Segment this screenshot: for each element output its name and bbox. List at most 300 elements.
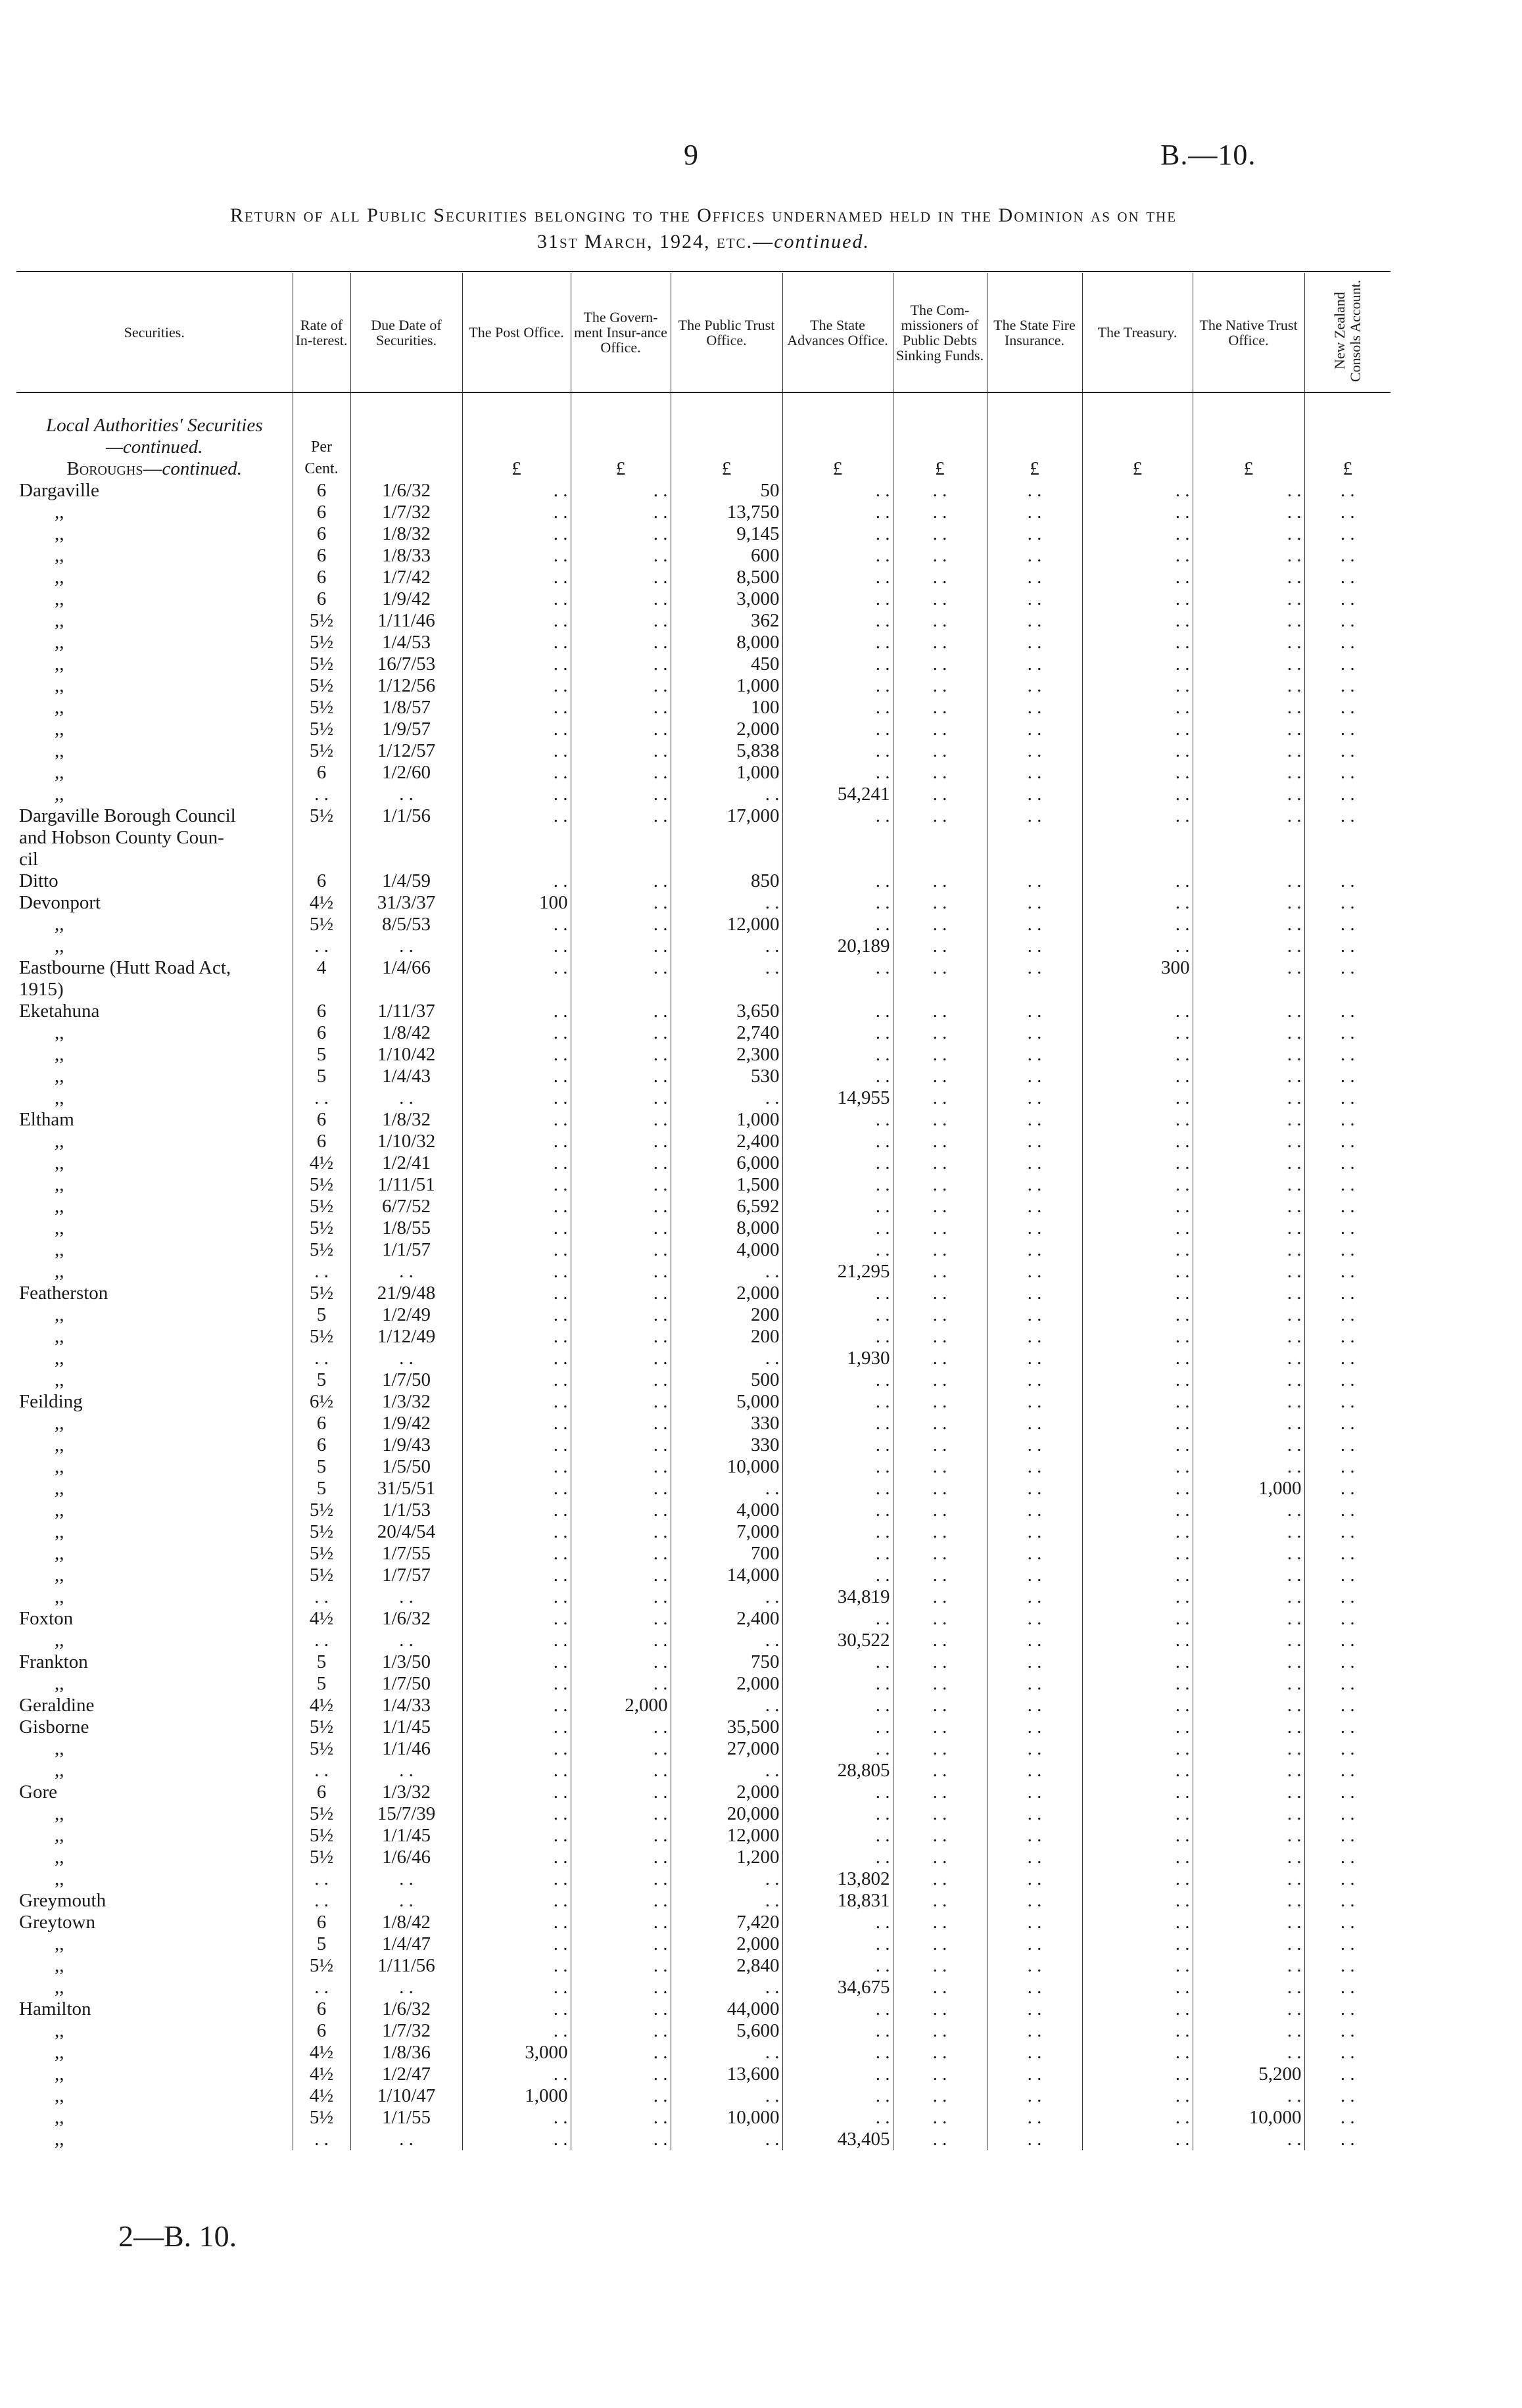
due-date-cell: 15/7/39 — [350, 1803, 462, 1825]
rate-cell: 6 — [293, 762, 350, 784]
state-fire-cell: . . — [987, 1326, 1082, 1348]
state-advances-cell: . . — [782, 1044, 893, 1066]
col-treasury: The Treasury. — [1082, 273, 1193, 392]
rate-cell: 4½ — [293, 1608, 350, 1630]
treasury-cell: . . — [1082, 1586, 1193, 1608]
securities-table — [16, 273, 1391, 2150]
due-date-cell: 31/3/37 — [350, 892, 462, 914]
security-name: ,, — [55, 1326, 64, 1347]
native-trust-cell: . . — [1193, 1001, 1304, 1022]
native-trust-cell: . . — [1193, 480, 1304, 502]
public-trust-cell: 2,000 — [671, 1782, 782, 1803]
public-trust-cell: 14,000 — [671, 1565, 782, 1586]
table-row — [16, 1738, 1391, 1760]
native-trust-cell: . . — [1193, 1022, 1304, 1044]
gov-insurance-cell: . . — [571, 2064, 671, 2085]
state-fire-cell: . . — [987, 1434, 1082, 1456]
table-row — [16, 1868, 1391, 1890]
rate-cell: 5½ — [293, 632, 350, 653]
commissioners-cell: . . — [893, 1998, 987, 2020]
nz-consols-cell: . . — [1304, 1521, 1391, 1543]
table-row — [16, 805, 1391, 827]
rate-cell: . . — [293, 784, 350, 805]
public-trust-cell: 1,000 — [671, 675, 782, 697]
commissioners-cell: . . — [893, 1413, 987, 1434]
post-office-cell: . . — [462, 1716, 571, 1738]
post-office-cell: . . — [462, 697, 571, 719]
due-date-cell: 1/6/32 — [350, 1608, 462, 1630]
native-trust-cell: . . — [1193, 610, 1304, 632]
state-advances-cell: . . — [782, 1152, 893, 1174]
commissioners-cell: . . — [893, 653, 987, 675]
state-advances-cell: . . — [782, 1695, 893, 1716]
table-row — [16, 675, 1391, 697]
rate-cell: 6 — [293, 1109, 350, 1131]
native-trust-cell: . . — [1193, 1695, 1304, 1716]
state-fire-cell: . . — [987, 1521, 1082, 1543]
security-name: ,, — [55, 1738, 64, 1759]
table-row — [16, 1630, 1391, 1651]
state-fire-cell: . . — [987, 1131, 1082, 1152]
treasury-cell: . . — [1082, 1868, 1193, 1890]
nz-consols-cell: . . — [1304, 2107, 1391, 2129]
public-trust-cell: . . — [671, 1868, 782, 1890]
table-row — [16, 762, 1391, 784]
gov-insurance-cell: . . — [571, 545, 671, 567]
due-date-cell — [350, 979, 462, 1001]
public-trust-cell: 4,000 — [671, 1499, 782, 1521]
state-fire-cell: . . — [987, 1955, 1082, 1977]
commissioners-cell: . . — [893, 1001, 987, 1022]
security-name: ,, — [55, 1022, 64, 1043]
due-date-cell: 1/8/32 — [350, 523, 462, 545]
state-fire-cell: . . — [987, 610, 1082, 632]
due-date-cell: 1/12/57 — [350, 740, 462, 762]
public-trust-cell: 2,000 — [671, 719, 782, 740]
table-row — [16, 1217, 1391, 1239]
state-fire-cell: . . — [987, 1499, 1082, 1521]
post-office-cell: . . — [462, 1890, 571, 1912]
post-office-cell: . . — [462, 784, 571, 805]
public-trust-cell — [671, 979, 782, 1001]
public-trust-cell: 6,592 — [671, 1196, 782, 1217]
post-office-cell: 3,000 — [462, 2042, 571, 2064]
treasury-cell: . . — [1082, 675, 1193, 697]
public-trust-cell: 750 — [671, 1651, 782, 1673]
due-date-cell: 1/7/55 — [350, 1543, 462, 1565]
due-date-cell: 1/1/46 — [350, 1738, 462, 1760]
table-row — [16, 784, 1391, 805]
public-trust-cell: 1,500 — [671, 1174, 782, 1196]
public-trust-cell: 330 — [671, 1434, 782, 1456]
commissioners-cell: . . — [893, 784, 987, 805]
gov-insurance-cell: . . — [571, 1391, 671, 1413]
commissioners-cell: . . — [893, 1521, 987, 1543]
unit-pound: £ — [671, 458, 782, 480]
nz-consols-cell: . . — [1304, 1131, 1391, 1152]
rate-cell: 5 — [293, 1456, 350, 1478]
public-trust-cell: 362 — [671, 610, 782, 632]
state-fire-cell: . . — [987, 2129, 1082, 2150]
commissioners-cell: . . — [893, 567, 987, 588]
gov-insurance-cell: . . — [571, 1326, 671, 1348]
nz-consols-cell: . . — [1304, 1413, 1391, 1434]
commissioners-cell: . . — [893, 1630, 987, 1651]
public-trust-cell: 330 — [671, 1413, 782, 1434]
treasury-cell: . . — [1082, 1413, 1193, 1434]
title-line-2-prefix: 31st March, 1924, etc.— — [536, 231, 774, 252]
gov-insurance-cell: . . — [571, 1196, 671, 1217]
treasury-cell: . . — [1082, 1261, 1193, 1283]
security-name: ,, — [55, 1803, 64, 1824]
gov-insurance-cell: . . — [571, 719, 671, 740]
nz-consols-cell: . . — [1304, 784, 1391, 805]
state-fire-cell: . . — [987, 1413, 1082, 1434]
state-advances-cell: . . — [782, 1955, 893, 1977]
commissioners-cell: . . — [893, 2085, 987, 2107]
treasury-cell: . . — [1082, 1782, 1193, 1803]
due-date-cell: 21/9/48 — [350, 1283, 462, 1304]
gov-insurance-cell: . . — [571, 675, 671, 697]
rate-cell — [293, 827, 350, 849]
due-date-cell: 1/4/33 — [350, 1695, 462, 1716]
native-trust-cell — [1193, 827, 1304, 849]
table-row — [16, 545, 1391, 567]
gov-insurance-cell: . . — [571, 1217, 671, 1239]
state-advances-cell: . . — [782, 1521, 893, 1543]
table-row — [16, 740, 1391, 762]
due-date-cell: 1/9/42 — [350, 588, 462, 610]
state-advances-cell: . . — [782, 914, 893, 935]
due-date-cell: . . — [350, 2129, 462, 2150]
rate-cell: . . — [293, 1087, 350, 1109]
nz-consols-cell: . . — [1304, 1239, 1391, 1261]
state-advances-cell: . . — [782, 1456, 893, 1478]
gov-insurance-cell: . . — [571, 2107, 671, 2129]
table-row — [16, 1803, 1391, 1825]
table-row — [16, 827, 1391, 849]
state-advances-cell: . . — [782, 1673, 893, 1695]
due-date-cell: 1/3/32 — [350, 1391, 462, 1413]
treasury-cell — [1082, 827, 1193, 849]
commissioners-cell: . . — [893, 1066, 987, 1087]
gov-insurance-cell: . . — [571, 762, 671, 784]
public-trust-cell: 2,000 — [671, 1283, 782, 1304]
state-fire-cell: . . — [987, 1261, 1082, 1283]
post-office-cell: . . — [462, 762, 571, 784]
nz-consols-cell: . . — [1304, 1868, 1391, 1890]
table-row — [16, 502, 1391, 523]
gov-insurance-cell: . . — [571, 1890, 671, 1912]
unit-pound: £ — [571, 458, 671, 480]
commissioners-cell: . . — [893, 1152, 987, 1174]
rate-cell: 6 — [293, 1001, 350, 1022]
post-office-cell: . . — [462, 1434, 571, 1456]
rate-cell: . . — [293, 1760, 350, 1782]
state-advances-cell: . . — [782, 1543, 893, 1565]
rate-cell: 5 — [293, 1933, 350, 1955]
commissioners-cell: . . — [893, 1174, 987, 1196]
treasury-cell: . . — [1082, 1109, 1193, 1131]
treasury-cell: . . — [1082, 914, 1193, 935]
commissioners-cell: . . — [893, 1695, 987, 1716]
rate-cell: 4 — [293, 957, 350, 979]
due-date-cell: 1/8/32 — [350, 1109, 462, 1131]
due-date-cell: 16/7/53 — [350, 653, 462, 675]
state-advances-cell: . . — [782, 1803, 893, 1825]
unit-pound: £ — [1304, 458, 1391, 480]
native-trust-cell: . . — [1193, 1651, 1304, 1673]
nz-consols-cell: . . — [1304, 1022, 1391, 1044]
gov-insurance-cell: . . — [571, 610, 671, 632]
table-row — [16, 1521, 1391, 1543]
rate-cell: 5½ — [293, 1283, 350, 1304]
nz-consols-cell: . . — [1304, 675, 1391, 697]
commissioners-cell: . . — [893, 1196, 987, 1217]
due-date-cell: 6/7/52 — [350, 1196, 462, 1217]
nz-consols-cell: . . — [1304, 1673, 1391, 1695]
nz-consols-cell: . . — [1304, 567, 1391, 588]
col-gov-insurance: The Govern-ment Insur-ance Office. — [571, 273, 671, 392]
table-row — [16, 480, 1391, 502]
security-name: ,, — [55, 610, 64, 631]
public-trust-cell: 13,750 — [671, 502, 782, 523]
rate-cell: 5 — [293, 1651, 350, 1673]
gov-insurance-cell — [571, 979, 671, 1001]
native-trust-cell: . . — [1193, 1456, 1304, 1478]
nz-consols-cell: . . — [1304, 632, 1391, 653]
public-trust-cell: 35,500 — [671, 1716, 782, 1738]
state-advances-cell: . . — [782, 1109, 893, 1131]
rate-cell: 5½ — [293, 914, 350, 935]
native-trust-cell: . . — [1193, 1998, 1304, 2020]
commissioners-cell: . . — [893, 805, 987, 827]
rate-cell: 6 — [293, 870, 350, 892]
state-fire-cell: . . — [987, 1543, 1082, 1565]
post-office-cell: . . — [462, 567, 571, 588]
state-fire-cell: . . — [987, 1695, 1082, 1716]
rate-cell: 5½ — [293, 675, 350, 697]
due-date-cell: 1/7/50 — [350, 1369, 462, 1391]
col-post-office: The Post Office. — [462, 273, 571, 392]
gov-insurance-cell: . . — [571, 1868, 671, 1890]
treasury-cell: . . — [1082, 697, 1193, 719]
treasury-cell: . . — [1082, 740, 1193, 762]
due-date-cell: 1/1/53 — [350, 1499, 462, 1521]
nz-consols-cell: . . — [1304, 1087, 1391, 1109]
due-date-cell: 1/7/42 — [350, 567, 462, 588]
rate-cell: . . — [293, 935, 350, 957]
header-row — [16, 273, 1391, 392]
rate-cell: 5 — [293, 1044, 350, 1066]
rate-cell: 5 — [293, 1304, 350, 1326]
table-row — [16, 1760, 1391, 1782]
table-row — [16, 1977, 1391, 1998]
rate-cell: 6 — [293, 523, 350, 545]
rate-cell: 5½ — [293, 1738, 350, 1760]
table-row — [16, 1998, 1391, 2020]
public-trust-cell: 9,145 — [671, 523, 782, 545]
treasury-cell: . . — [1082, 1955, 1193, 1977]
state-advances-cell: . . — [782, 1565, 893, 1586]
commissioners-cell: . . — [893, 588, 987, 610]
post-office-cell: . . — [462, 1109, 571, 1131]
commissioners-cell: . . — [893, 2020, 987, 2042]
section-row-1 — [16, 415, 1391, 437]
security-name: ,, — [55, 762, 64, 783]
col-due-date: Due Date of Securities. — [350, 273, 462, 392]
state-fire-cell: . . — [987, 1217, 1082, 1239]
due-date-cell: 20/4/54 — [350, 1521, 462, 1543]
public-trust-cell: . . — [671, 1348, 782, 1369]
native-trust-cell: . . — [1193, 1890, 1304, 1912]
post-office-cell: . . — [462, 1760, 571, 1782]
treasury-cell: . . — [1082, 1348, 1193, 1369]
native-trust-cell: . . — [1193, 914, 1304, 935]
gov-insurance-cell: . . — [571, 1044, 671, 1066]
security-name: Gisborne — [19, 1716, 89, 1737]
commissioners-cell: . . — [893, 2107, 987, 2129]
state-advances-cell: . . — [782, 1196, 893, 1217]
security-name: Frankton — [19, 1651, 88, 1672]
native-trust-cell: . . — [1193, 502, 1304, 523]
nz-consols-cell: . . — [1304, 2064, 1391, 2085]
state-fire-cell: . . — [987, 2020, 1082, 2042]
post-office-cell: . . — [462, 1283, 571, 1304]
post-office-cell: . . — [462, 1782, 571, 1803]
security-name: ,, — [55, 1521, 64, 1542]
table-row — [16, 1087, 1391, 1109]
state-fire-cell: . . — [987, 480, 1082, 502]
state-fire-cell: . . — [987, 588, 1082, 610]
treasury-cell: . . — [1082, 1977, 1193, 1998]
table-row — [16, 849, 1391, 870]
rate-cell: 5½ — [293, 740, 350, 762]
table-row — [16, 2020, 1391, 2042]
state-advances-cell: . . — [782, 1174, 893, 1196]
commissioners-cell: . . — [893, 892, 987, 914]
due-date-cell: 1/6/46 — [350, 1847, 462, 1868]
due-date-cell: . . — [350, 1890, 462, 1912]
state-fire-cell: . . — [987, 1087, 1082, 1109]
col-state-advances: The State Advances Office. — [782, 273, 893, 392]
gov-insurance-cell: . . — [571, 502, 671, 523]
post-office-cell: 1,000 — [462, 2085, 571, 2107]
treasury-cell: . . — [1082, 935, 1193, 957]
state-advances-cell: . . — [782, 1326, 893, 1348]
title-line-2 — [13, 229, 1394, 255]
post-office-cell — [462, 979, 571, 1001]
state-advances-cell: 1,930 — [782, 1348, 893, 1369]
post-office-cell: . . — [462, 1630, 571, 1651]
post-office-cell: . . — [462, 1131, 571, 1152]
security-name: ,, — [55, 740, 64, 761]
native-trust-cell: . . — [1193, 632, 1304, 653]
post-office-cell: . . — [462, 1955, 571, 1977]
rate-cell: 5 — [293, 1369, 350, 1391]
treasury-cell: . . — [1082, 1673, 1193, 1695]
nz-consols-cell: . . — [1304, 610, 1391, 632]
gov-insurance-cell: . . — [571, 1565, 671, 1586]
state-fire-cell: . . — [987, 1803, 1082, 1825]
gov-insurance-cell: . . — [571, 1087, 671, 1109]
nz-consols-cell: . . — [1304, 1001, 1391, 1022]
treasury-cell: . . — [1082, 653, 1193, 675]
public-trust-cell: 600 — [671, 545, 782, 567]
rate-cell: 5 — [293, 1066, 350, 1087]
state-advances-cell — [782, 849, 893, 870]
due-date-cell: 1/3/50 — [350, 1651, 462, 1673]
commissioners-cell: . . — [893, 1434, 987, 1456]
gov-insurance-cell: . . — [571, 1413, 671, 1434]
treasury-cell: . . — [1082, 1326, 1193, 1348]
treasury-cell: . . — [1082, 1760, 1193, 1782]
due-date-cell: 1/7/50 — [350, 1673, 462, 1695]
due-date-cell — [350, 827, 462, 849]
gov-insurance-cell: . . — [571, 1933, 671, 1955]
security-name: ,, — [55, 1825, 64, 1846]
table-row — [16, 935, 1391, 957]
state-advances-cell: 28,805 — [782, 1760, 893, 1782]
native-trust-cell: . . — [1193, 957, 1304, 979]
commissioners-cell: . . — [893, 1586, 987, 1608]
native-trust-cell: . . — [1193, 1087, 1304, 1109]
native-trust-cell: . . — [1193, 1716, 1304, 1738]
security-name: ,, — [55, 2020, 64, 2041]
nz-consols-cell: . . — [1304, 892, 1391, 914]
table-row — [16, 1152, 1391, 1174]
security-name: Devonport — [19, 892, 101, 913]
post-office-cell: . . — [462, 1022, 571, 1044]
public-trust-cell: . . — [671, 892, 782, 914]
state-advances-cell: . . — [782, 632, 893, 653]
native-trust-cell: . . — [1193, 1738, 1304, 1760]
public-trust-cell: 8,000 — [671, 1217, 782, 1239]
commissioners-cell: . . — [893, 1304, 987, 1326]
rate-cell: 5½ — [293, 1803, 350, 1825]
state-advances-cell: . . — [782, 805, 893, 827]
table-row — [16, 1543, 1391, 1565]
security-name: ,, — [55, 2107, 64, 2128]
rate-cell: 6 — [293, 567, 350, 588]
security-name: and Hobson County Coun- — [19, 827, 224, 848]
gov-insurance-cell: . . — [571, 1803, 671, 1825]
treasury-cell: . . — [1082, 1738, 1193, 1760]
rate-unit-2: Cent. — [293, 458, 350, 480]
treasury-cell: . . — [1082, 1478, 1193, 1499]
commissioners-cell: . . — [893, 1022, 987, 1044]
public-trust-cell: . . — [671, 957, 782, 979]
public-trust-cell: 200 — [671, 1326, 782, 1348]
rate-cell: 6 — [293, 545, 350, 567]
due-date-cell: 1/6/32 — [350, 1998, 462, 2020]
gov-insurance-cell: . . — [571, 1782, 671, 1803]
state-fire-cell: . . — [987, 1847, 1082, 1868]
security-name: ,, — [55, 567, 64, 588]
state-advances-cell: . . — [782, 1912, 893, 1933]
nz-consols-cell: . . — [1304, 1499, 1391, 1521]
nz-consols-cell: . . — [1304, 1456, 1391, 1478]
public-trust-cell: . . — [671, 1760, 782, 1782]
native-trust-cell: 5,200 — [1193, 2064, 1304, 2085]
native-trust-cell: . . — [1193, 1109, 1304, 1131]
nz-consols-cell: . . — [1304, 1695, 1391, 1716]
state-fire-cell: . . — [987, 784, 1082, 805]
state-advances-cell: . . — [782, 653, 893, 675]
state-advances-cell: . . — [782, 1304, 893, 1326]
public-trust-cell: . . — [671, 1087, 782, 1109]
gov-insurance-cell: . . — [571, 2085, 671, 2107]
